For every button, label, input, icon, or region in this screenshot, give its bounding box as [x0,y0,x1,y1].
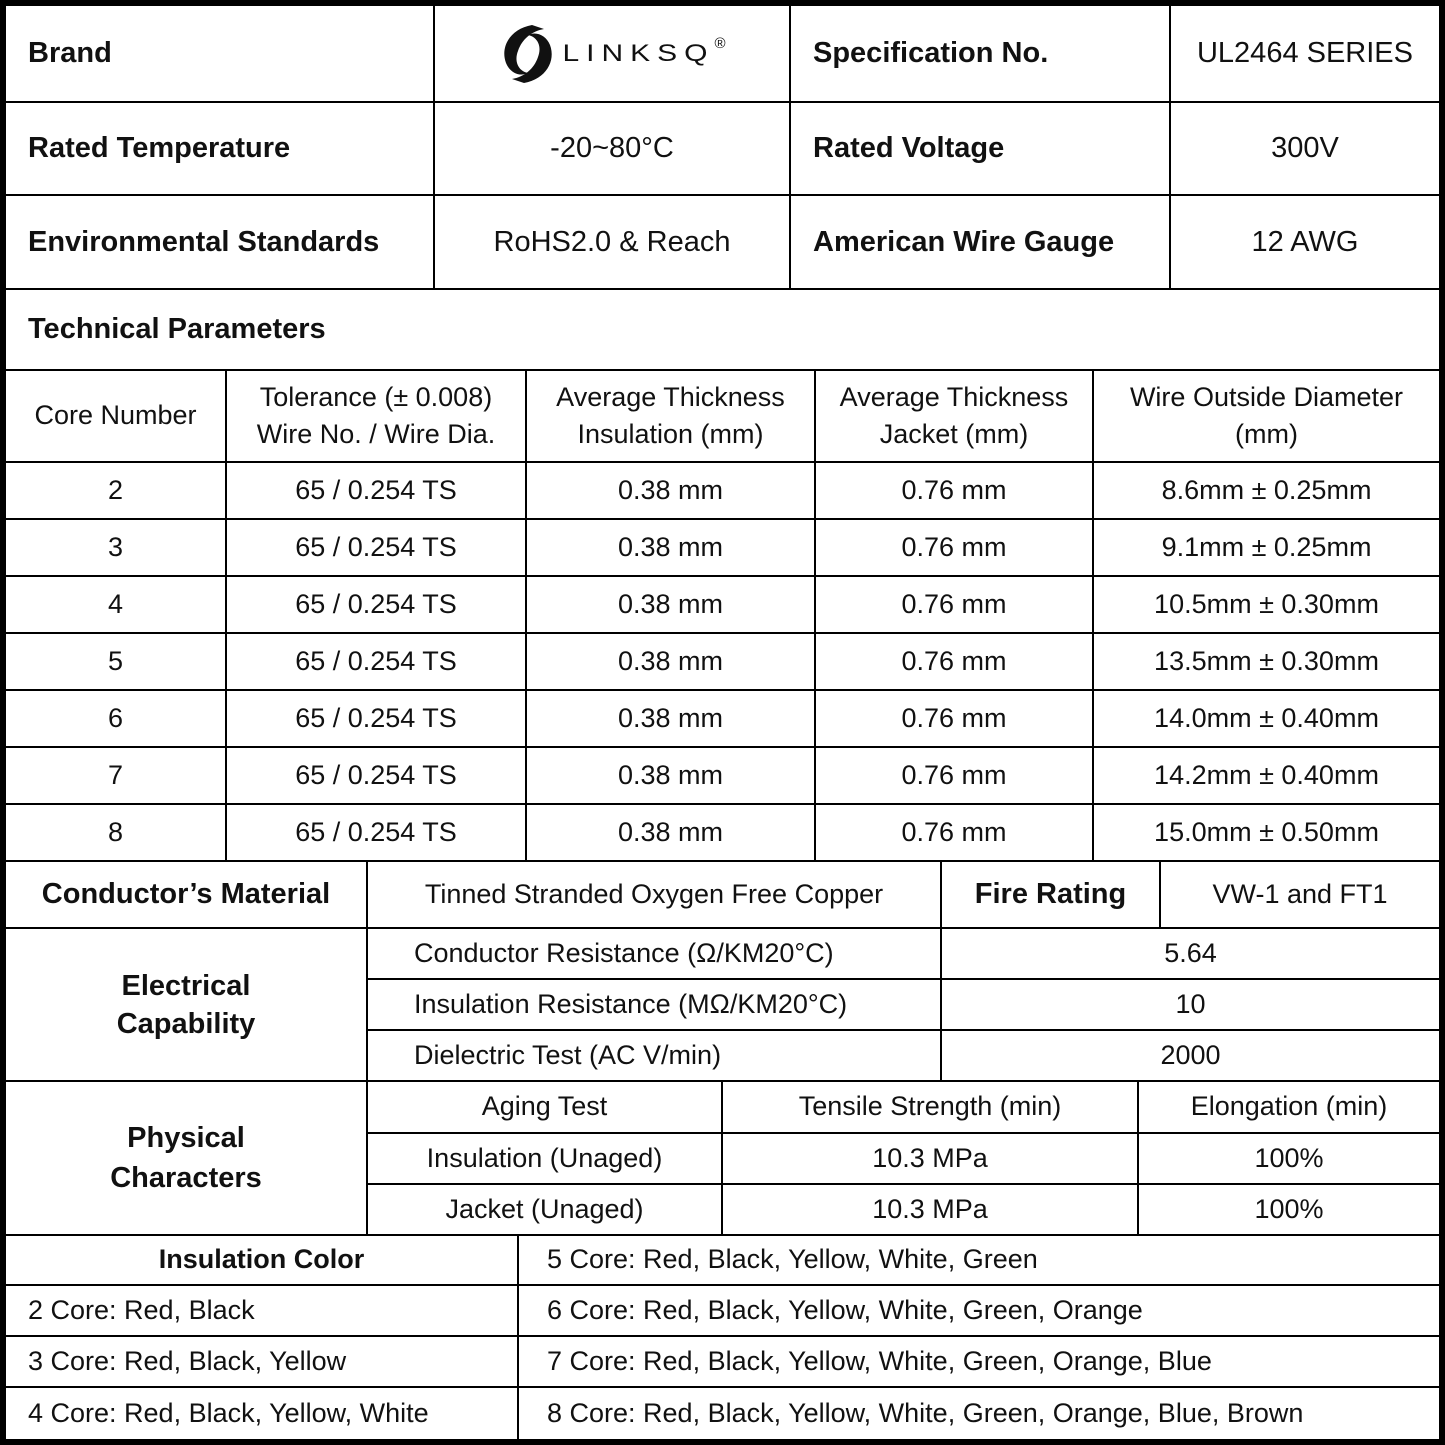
cell-core: 6 [6,690,226,747]
brand-logo-text: LINKSQ [562,39,715,67]
electrical-capability-label: Electrical Capability [6,928,367,1081]
cell-jacket: 0.76 mm [815,747,1093,804]
voltage-label: Rated Voltage [790,102,1170,195]
material-electrical-table [6,861,1439,1082]
table-row [6,576,1439,633]
col-insulation-thickness: Average Thickness Insulation (mm) [526,370,815,462]
conductor-resistance-value: 5.64 [941,928,1439,979]
cell-tolerance: 65 / 0.254 TS [226,690,526,747]
cell-insulation: 0.38 mm [526,690,815,747]
col-jacket-thickness: Average Thickness Jacket (mm) [815,370,1093,462]
conductor-material-value: Tinned Stranded Oxygen Free Copper [367,861,941,928]
list-item: 2 Core: Red, Black [6,1285,518,1336]
cell-diameter: 15.0mm ± 0.50mm [1093,804,1439,861]
insulation-resistance-label: Insulation Resistance (MΩ/KM20°C) [367,979,941,1030]
cell-tolerance: 65 / 0.254 TS [226,576,526,633]
tensile-strength-header: Tensile Strength (min) [722,1081,1138,1133]
list-item: 3 Core: Red, Black, Yellow [6,1336,518,1387]
brand-logo [434,6,790,102]
conductor-material-label: Conductor’s Material [6,861,367,928]
cell-diameter: 13.5mm ± 0.30mm [1093,633,1439,690]
fire-rating-value: VW-1 and FT1 [1160,861,1439,928]
cell-tolerance: 65 / 0.254 TS [226,633,526,690]
voltage-value: 300V [1170,102,1439,195]
elongation-cell: 100% [1138,1184,1439,1235]
aging-test-cell: Insulation (Unaged) [367,1133,722,1184]
cell-jacket: 0.76 mm [815,804,1093,861]
cell-tolerance: 65 / 0.254 TS [226,519,526,576]
col-outside-diameter: Wire Outside Diameter (mm) [1093,370,1439,462]
list-item: 6 Core: Red, Black, Yellow, White, Green, Orange [518,1285,1439,1336]
cell-tolerance: 65 / 0.254 TS [226,747,526,804]
awg-value: 12 AWG [1170,195,1439,289]
aging-test-header: Aging Test [367,1081,722,1133]
table-row [6,804,1439,861]
aging-test-cell: Jacket (Unaged) [367,1184,722,1235]
temp-label: Rated Temperature [6,102,434,195]
cell-core: 5 [6,633,226,690]
cell-jacket: 0.76 mm [815,519,1093,576]
technical-table [6,370,1439,862]
cell-insulation: 0.38 mm [526,747,815,804]
cell-insulation: 0.38 mm [526,576,815,633]
tensile-strength-cell: 10.3 MPa [722,1184,1138,1235]
cell-diameter: 8.6mm ± 0.25mm [1093,462,1439,519]
col-tolerance: Tolerance (± 0.008) Wire No. / Wire Dia. [226,370,526,462]
cell-diameter: 10.5mm ± 0.30mm [1093,576,1439,633]
tensile-strength-cell: 10.3 MPa [722,1133,1138,1184]
list-item: 7 Core: Red, Black, Yellow, White, Green, Orange, Blue [518,1336,1439,1387]
elongation-header: Elongation (min) [1138,1081,1439,1133]
table-row [6,690,1439,747]
table-row [6,747,1439,804]
cell-tolerance: 65 / 0.254 TS [226,804,526,861]
insulation-color-title: Insulation Color [6,1235,518,1285]
cell-core: 8 [6,804,226,861]
cell-insulation: 0.38 mm [526,633,815,690]
cell-diameter: 14.2mm ± 0.40mm [1093,747,1439,804]
insulation-color-table [6,1235,1439,1439]
env-value: RoHS2.0 & Reach [434,195,790,289]
physical-characters-label: Physical Characters [6,1081,367,1235]
physical-table [6,1081,1439,1236]
cell-tolerance: 65 / 0.254 TS [226,462,526,519]
table-row [6,462,1439,519]
cell-insulation: 0.38 mm [526,462,815,519]
list-item: 8 Core: Red, Black, Yellow, White, Green, Orange, Blue, Brown [518,1387,1439,1439]
technical-title: Technical Parameters [6,289,1439,370]
dielectric-test-label: Dielectric Test (AC V/min) [367,1030,941,1081]
cell-core: 3 [6,519,226,576]
col-core-number: Core Number [6,370,226,462]
header-table [6,6,1439,371]
insulation-resistance-value: 10 [941,979,1439,1030]
temp-value: -20~80°C [434,102,790,195]
cell-jacket: 0.76 mm [815,576,1093,633]
cell-core: 4 [6,576,226,633]
cell-jacket: 0.76 mm [815,633,1093,690]
registered-mark: ® [714,34,726,52]
cell-jacket: 0.76 mm [815,462,1093,519]
list-item: 5 Core: Red, Black, Yellow, White, Green [518,1235,1439,1285]
table-row [6,519,1439,576]
env-label: Environmental Standards [6,195,434,289]
list-item: 4 Core: Red, Black, Yellow, White [6,1387,518,1439]
awg-label: American Wire Gauge [790,195,1170,289]
spec-value: UL2464 SERIES [1170,6,1439,102]
dielectric-test-value: 2000 [941,1030,1439,1081]
cell-diameter: 14.0mm ± 0.40mm [1093,690,1439,747]
conductor-resistance-label: Conductor Resistance (Ω/KM20°C) [367,928,941,979]
cell-diameter: 9.1mm ± 0.25mm [1093,519,1439,576]
cell-core: 7 [6,747,226,804]
linksq-swirl-icon [498,21,558,87]
cell-core: 2 [6,462,226,519]
cell-jacket: 0.76 mm [815,690,1093,747]
cell-insulation: 0.38 mm [526,804,815,861]
cell-insulation: 0.38 mm [526,519,815,576]
fire-rating-label: Fire Rating [941,861,1160,928]
table-row [6,633,1439,690]
elongation-cell: 100% [1138,1133,1439,1184]
spec-label: Specification No. [790,6,1170,102]
brand-label: Brand [6,6,434,102]
